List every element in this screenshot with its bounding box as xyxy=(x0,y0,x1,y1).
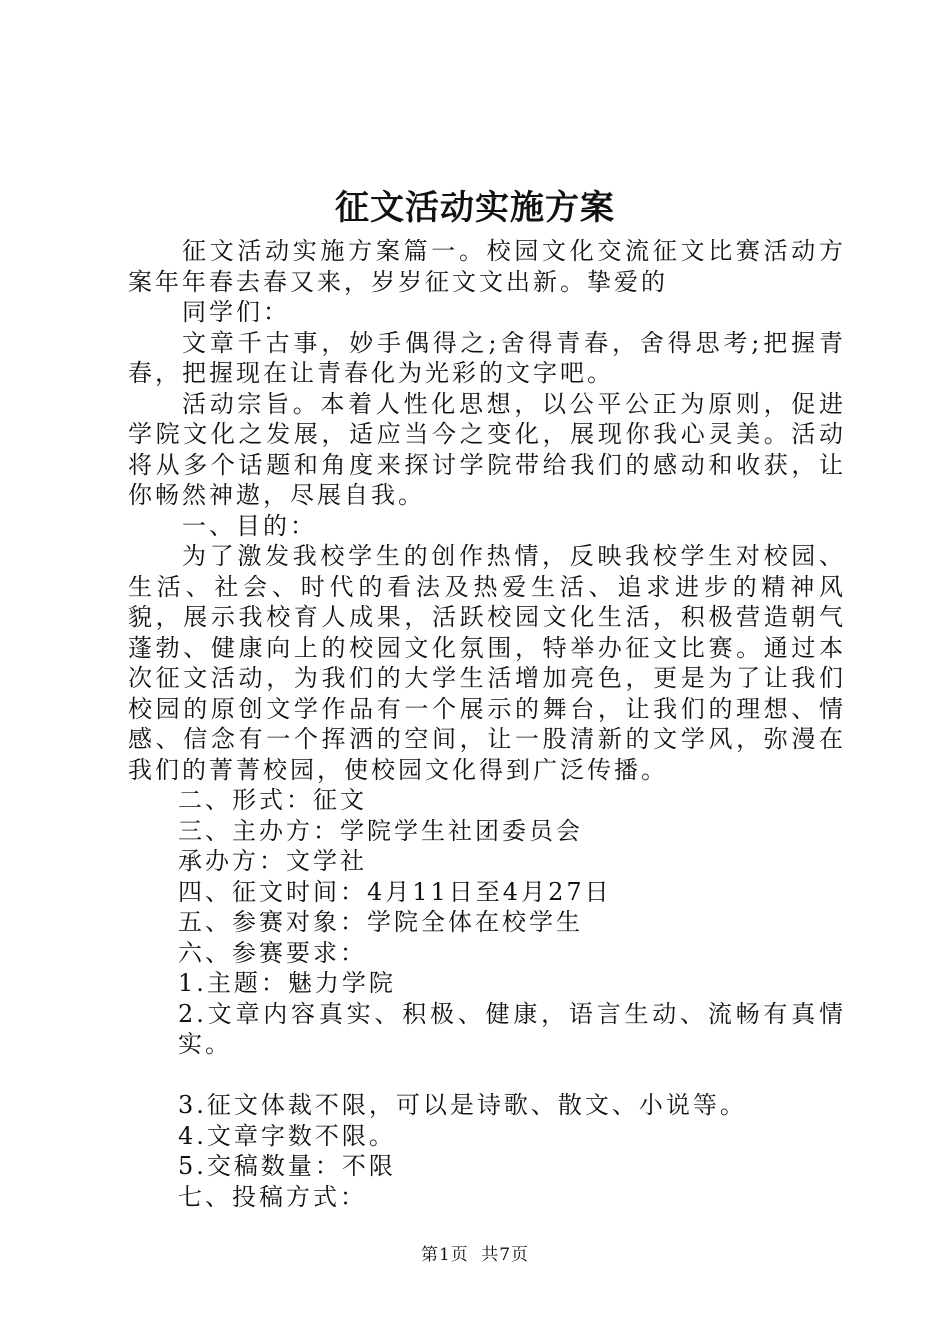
list-item-content: 2.文章内容真实、积极、健康，语言生动、流畅有真情实。 xyxy=(178,999,846,1058)
list-item-time: 四、征文时间：4月11日至4月27日 xyxy=(178,877,612,906)
list-item-genre: 3.征文体裁不限，可以是诗歌、散文、小说等。 xyxy=(178,1091,747,1119)
page-total: 共7页 xyxy=(481,1245,530,1265)
page-title: 征文活动实施方案 xyxy=(335,188,615,228)
paragraph-quote: 文章千古事，妙手偶得之;舍得青春，舍得思考;把握青春，把握现在让青春化为光彩的文字吧。 xyxy=(128,328,846,387)
page-footer xyxy=(0,1243,950,1267)
section-heading-goal: 一、目的： xyxy=(182,511,317,540)
list-item-requirements: 六、参赛要求： xyxy=(178,938,367,967)
list-item-length: 4.文章字数不限。 xyxy=(178,1121,396,1150)
paragraph-salutation: 同学们： xyxy=(182,298,290,326)
paragraph-purpose-statement: 活动宗旨。本着人性化思想，以公平公正为原则，促进学院文化之发展，适应当今之变化，展现你我心灵美。活动将从多个话题和角度来探讨学院带给我们的感动和收获，让你畅然神遨，尽展自我。 xyxy=(128,389,846,509)
list-item-submission: 七、投稿方式： xyxy=(178,1182,367,1211)
list-item-theme: 1.主题：魅力学院 xyxy=(178,969,396,997)
page-number: 第1页 xyxy=(420,1245,469,1265)
paragraph-goal: 为了激发我校学生的创作热情，反映我校学生对校园、生活、社会、时代的看法及热爱生活、追求进步的精神风貌，展示我校育人成果，活跃校园文化生活，积极营造朝气蓬勃、健康向上的校园文化氛围，特举办征文比赛。通过本次征文活动，为我们的大学生活增加亮色，更是为了让我们校园的原创文学作品有一个展示的舞台，让我们的理想、情感、信念有一个挥洒的空间，让一股清新的文学风，弥漫在我们的菁菁校园，使校园文化得到广泛传播。 xyxy=(128,542,846,784)
list-item-participants: 五、参赛对象：学院全体在校学生 xyxy=(178,908,583,936)
blank-line xyxy=(128,1060,846,1091)
list-item-co-organizer: 承办方：文学社 xyxy=(178,847,367,875)
list-item-quantity: 5.交稿数量：不限 xyxy=(178,1152,396,1180)
list-item-organizer: 三、主办方：学院学生社团委员会 xyxy=(178,816,583,845)
list-item-form: 二、形式：征文 xyxy=(178,786,367,814)
paragraph-intro: 征文活动实施方案篇一。校园文化交流征文比赛活动方案年年春去春又来，岁岁征文文出新。挚爱的 xyxy=(128,237,846,296)
document-body xyxy=(128,236,846,1212)
